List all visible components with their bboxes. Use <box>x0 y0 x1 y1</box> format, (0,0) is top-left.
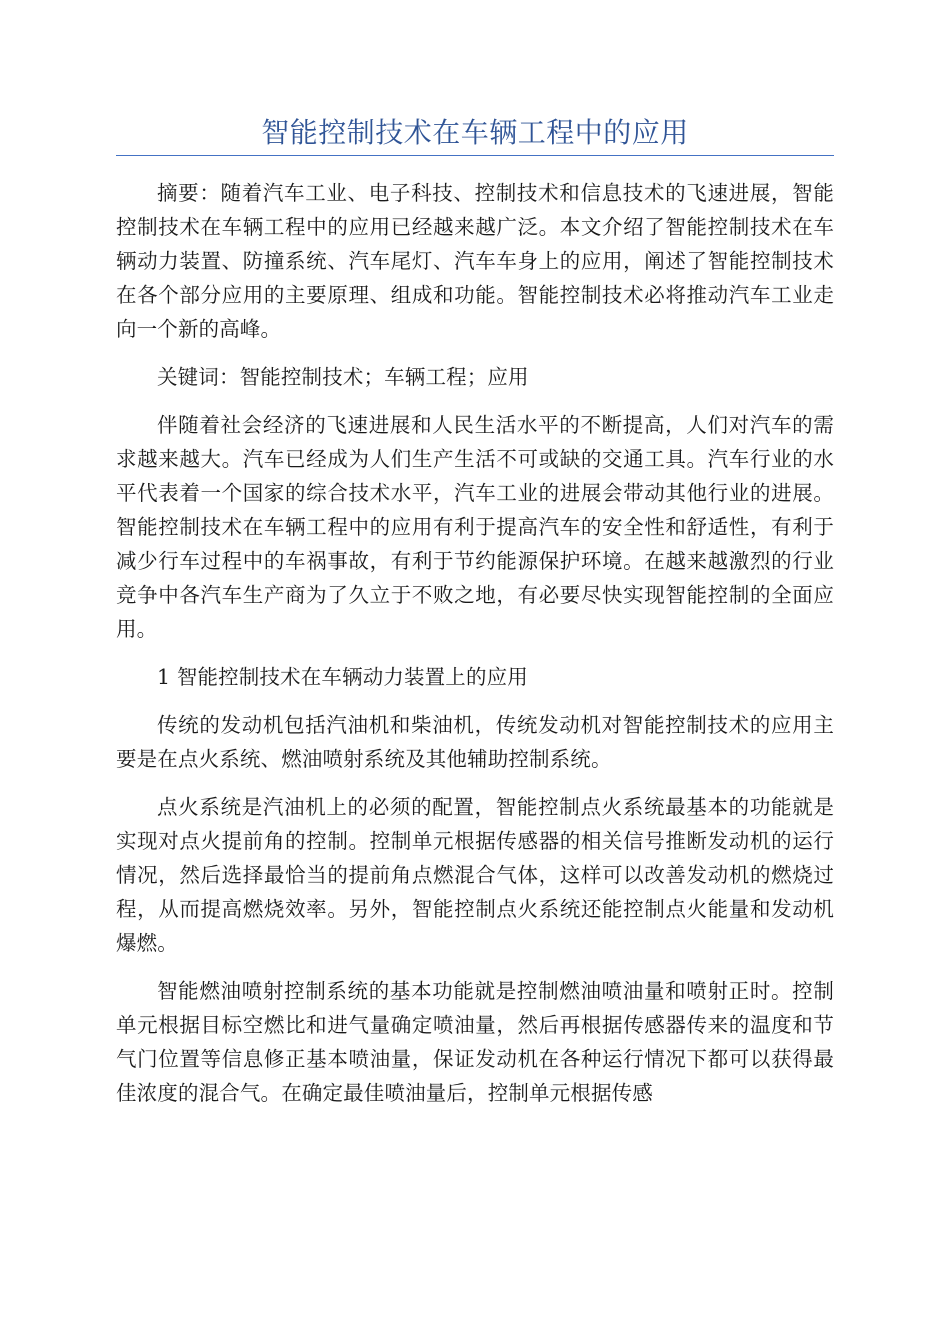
keywords-paragraph: 关键词：智能控制技术；车辆工程；应用 <box>157 365 529 389</box>
intro-paragraph: 伴随着社会经济的飞速进展和人民生活水平的不断提高，人们对汽车的需求越来越大。汽车已经成为人们生产生活不可或缺的交通工具。汽车行业的水平代表着一个国家的综合技术水平，汽车工业的进展会带动其他行业的进展。智能控制技术在车辆工程中的应用有利于提高汽车的安全性和舒适性，有利于减少行车过程中的车祸事故，有利于节约能源保护环境。在越来越激烈的行业竞争中各汽车生产商为了久立于不败之地，有必要尽快实现智能控制的全面应用。 <box>116 413 834 641</box>
title-underline <box>116 155 834 156</box>
engine-paragraph: 传统的发动机包括汽油机和柴油机，传统发动机对智能控制技术的应用主要是在点火系统、燃油喷射系统及其他辅助控制系统。 <box>116 713 834 771</box>
document-body <box>116 176 834 1124</box>
ignition-paragraph: 点火系统是汽油机上的必须的配置，智能控制点火系统最基本的功能就是实现对点火提前角的控制。控制单元根据传感器的相关信号推断发动机的运行情况，然后选择最恰当的提前角点燃混合气体，这样可以改善发动机的燃烧过程，从而提高燃烧效率。另外，智能控制点火系统还能控制点火能量和发动机爆燃。 <box>116 795 834 955</box>
section-heading-1: 1 智能控制技术在车辆动力装置上的应用 <box>157 665 528 689</box>
fuel-injection-paragraph: 智能燃油喷射控制系统的基本功能就是控制燃油喷油量和喷射正时。控制单元根据目标空燃比和进气量确定喷油量，然后再根据传感器传来的温度和节气门位置等信息修正基本喷油量，保证发动机在各种运行情况下都可以获得最佳浓度的混合气。在确定最佳喷油量后，控制单元根据传感 <box>116 979 834 1105</box>
document-title: 智能控制技术在车辆工程中的应用 <box>261 116 689 149</box>
abstract-paragraph: 摘要：随着汽车工业、电子科技、控制技术和信息技术的飞速进展，智能控制技术在车辆工程中的应用已经越来越广泛。本文介绍了智能控制技术在车辆动力装置、防撞系统、汽车尾灯、汽车车身上的应用，阐述了智能控制技术在各个部分应用的主要原理、组成和功能。智能控制技术必将推动汽车工业走向一个新的高峰。 <box>116 181 834 341</box>
